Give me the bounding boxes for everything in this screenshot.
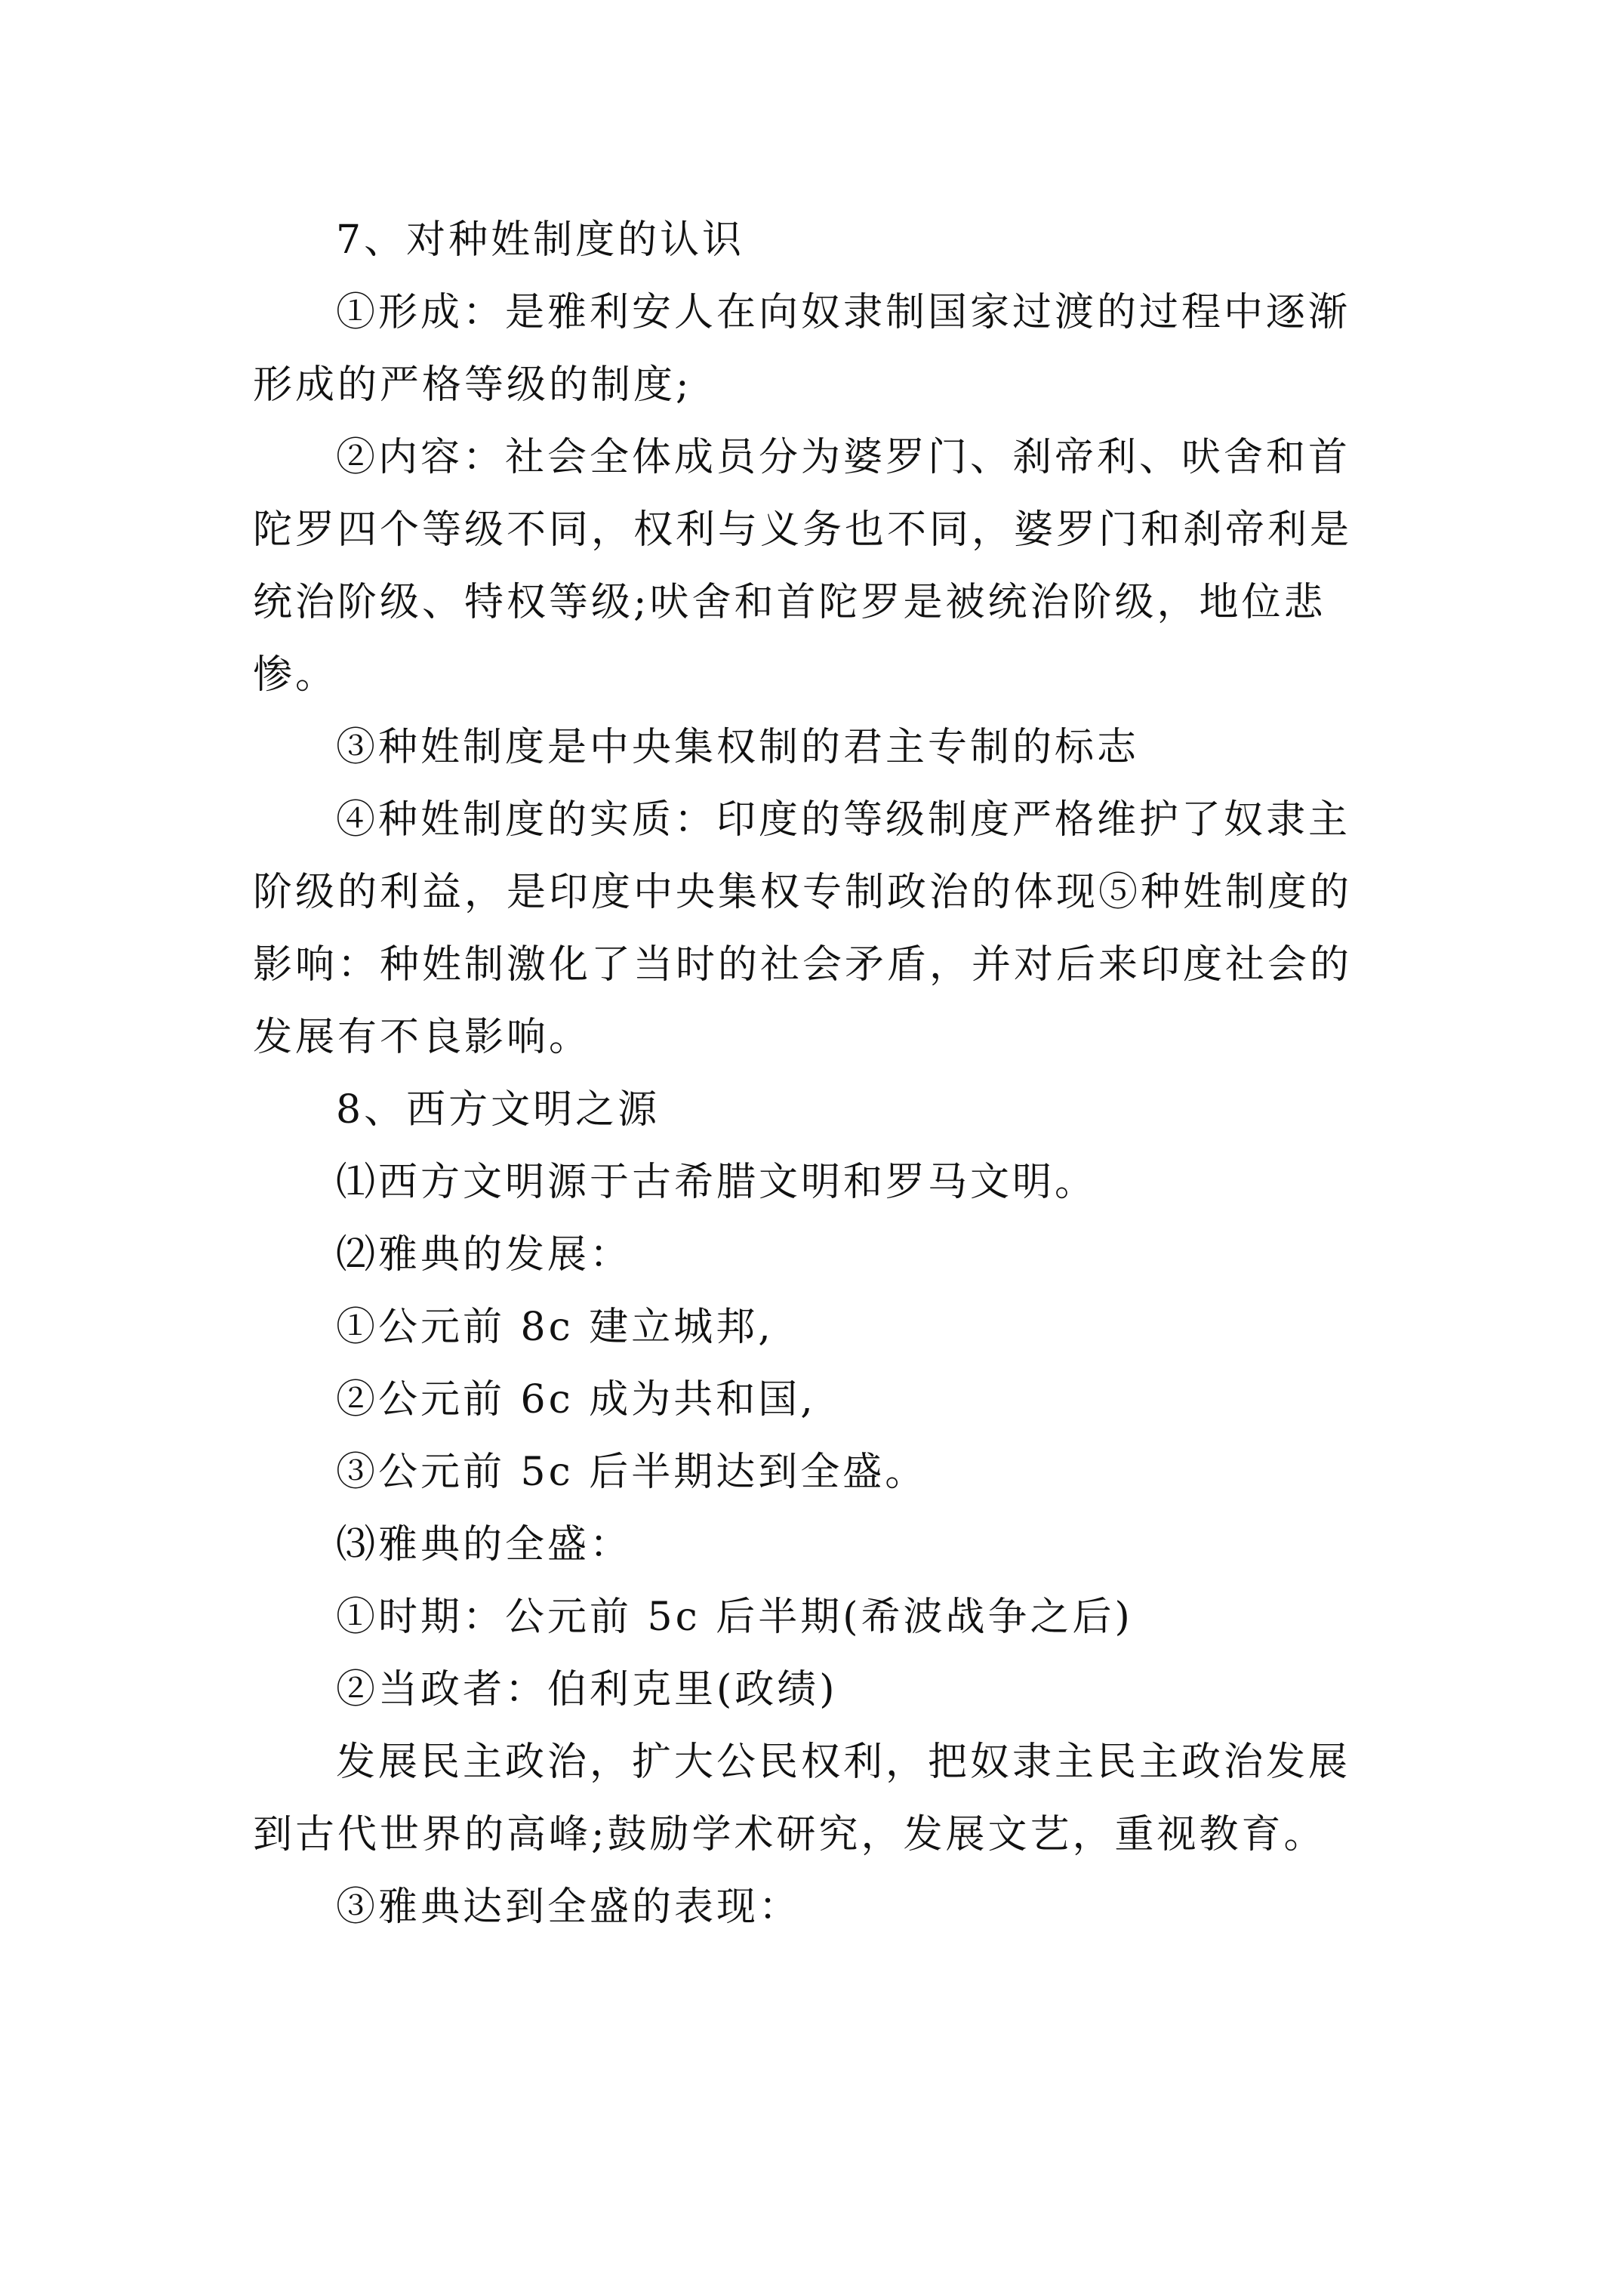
text-line: ④种姓制度的实质：印度的等级制度严格维护了奴隶主 (336, 797, 1351, 843)
paragraph-caste-essence (253, 784, 1378, 1074)
heading-western-civilization: 8、西方文明之源 (336, 1087, 661, 1133)
paragraph-western-origin: ⑴西方文明源于古希腊文明和罗马文明。 (336, 1160, 1098, 1205)
text-line: 阶级的利益，是印度中央集权专制政治的体现⑤种姓制度的 (253, 870, 1353, 915)
text-line: 影响：种姓制激化了当时的社会矛盾，并对后来印度社会的 (253, 942, 1353, 988)
text-line: 陀罗四个等级不同，权利与义务也不同，婆罗门和刹帝利是 (253, 507, 1353, 553)
list-item-5c: ③公元前 5c 后半期达到全盛。 (336, 1450, 928, 1495)
list-item-peak-signs: ③雅典达到全盛的表现： (336, 1885, 802, 1930)
paragraph-caste-content (253, 421, 1378, 711)
text-line: ②内容：社会全体成员分为婆罗门、刹帝利、吠舍和首 (336, 435, 1351, 480)
text-line: 形成的严格等级的制度; (253, 362, 692, 408)
subheading-athens-development: ⑵雅典的发展： (336, 1232, 633, 1277)
list-item-6c: ②公元前 6c 成为共和国, (336, 1377, 816, 1422)
subheading-athens-peak: ⑶雅典的全盛： (336, 1522, 633, 1567)
document-body (253, 204, 1378, 1943)
text-line: 到古代世界的高峰;鼓励学术研究，发展文艺，重视教育。 (253, 1812, 1326, 1857)
paragraph-pericles-policies (253, 1726, 1378, 1871)
heading-caste-system: 7、对种姓制度的认识 (336, 217, 745, 263)
text-line: 惨。 (253, 652, 338, 698)
list-item-8c: ①公元前 8c 建立城邦, (336, 1305, 774, 1350)
text-line: ①形成：是雅利安人在向奴隶制国家过渡的过程中逐渐 (336, 290, 1351, 335)
list-item-period: ①时期：公元前 5c 后半期(希波战争之后) (336, 1595, 1133, 1640)
list-item-ruler: ②当政者：伯利克里(政绩) (336, 1667, 838, 1712)
text-line: 发展民主政治，扩大公民权利，把奴隶主民主政治发展 (336, 1740, 1351, 1785)
text-line: 发展有不良影响。 (253, 1015, 592, 1060)
text-line: 统治阶级、特权等级;吠舍和首陀罗是被统治阶级，地位悲 (253, 580, 1326, 625)
paragraph-caste-symbol: ③种姓制度是中央集权制的君主专制的标志 (336, 725, 1140, 770)
paragraph-caste-formation (253, 276, 1378, 421)
